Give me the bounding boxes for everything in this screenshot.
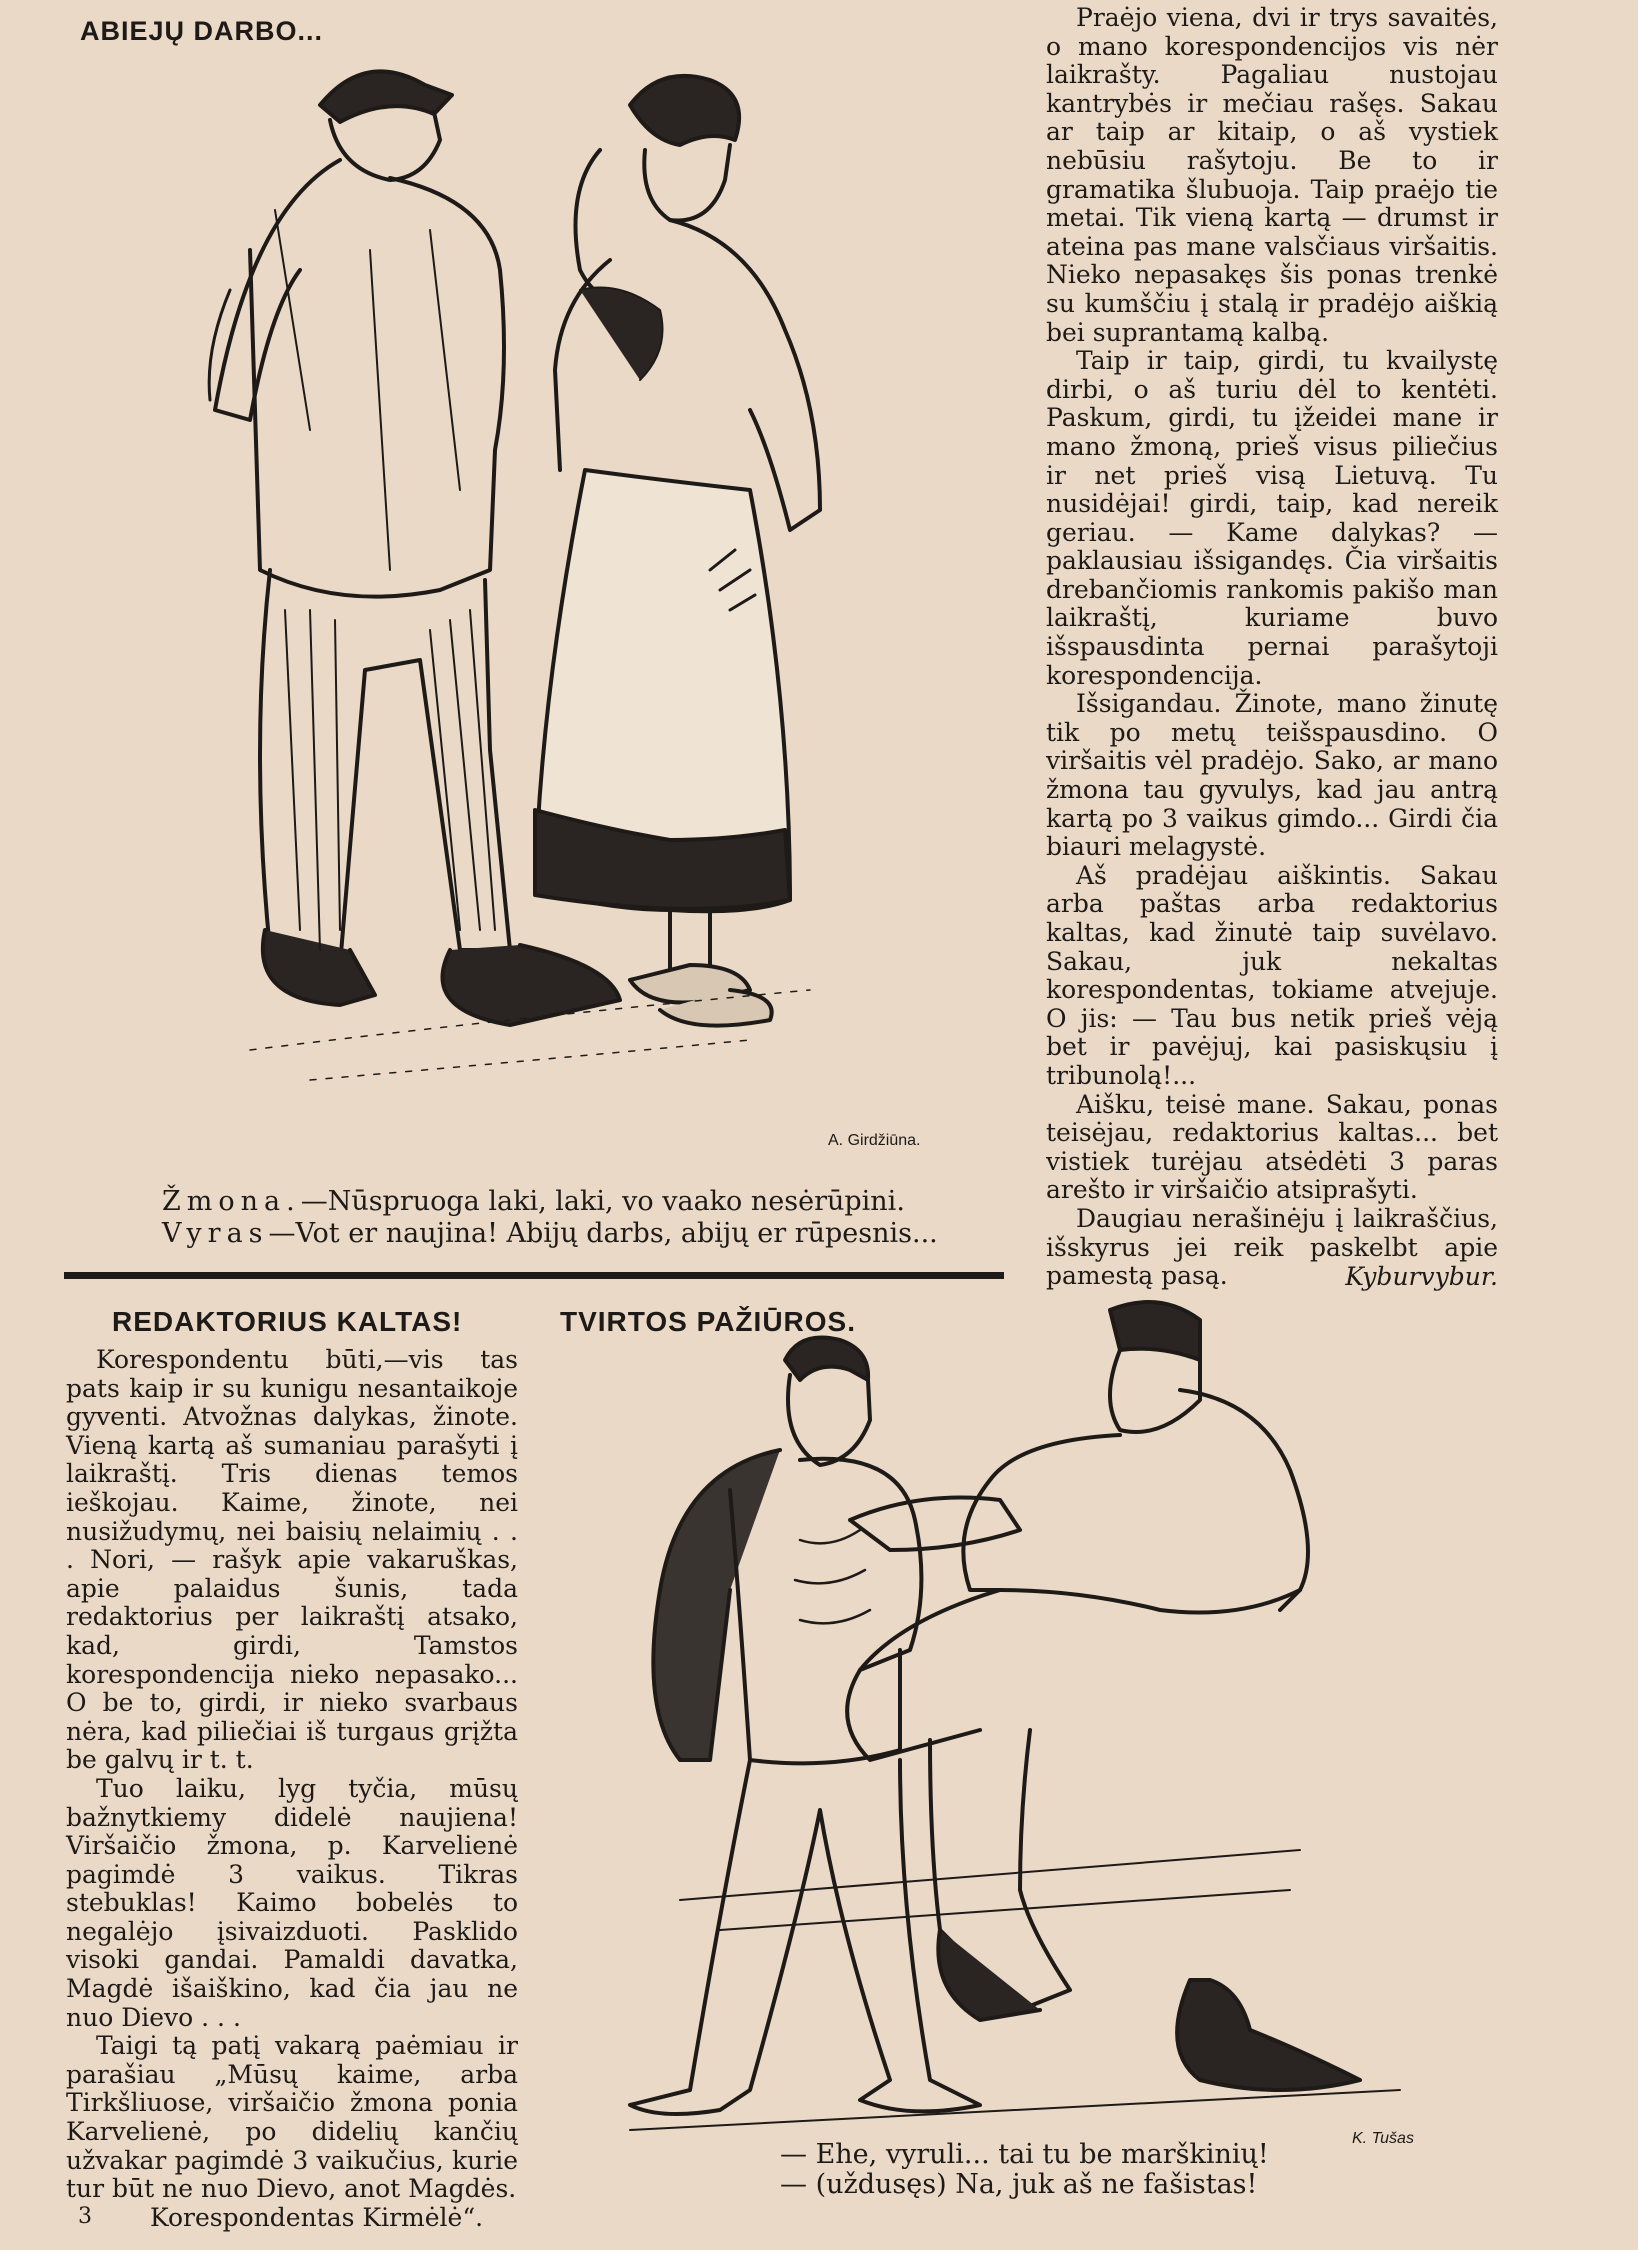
bottom-cartoon-title: TVIRTOS PAŽIŪROS. — [560, 1306, 856, 1337]
paragraph: Korespondentu būti,—vis tas pats kaip ir su kunigu nesantaikoje gyventi. Atvožnas dalykas, žinote. Vieną kartą aš sumaniau parašyti į laikraštį. Tris dienas temos ieškojau. Kaime, žinote, nei nusižudymų, nei baisių nelaimių . . . Nori, — rašyk apie vakaruškas, apie palaidus šunis, tada redaktorius per laikraštį atsako, kad, girdi, Tamstos korespondencija nieko nepasako... O be to, girdi, ir nieko svarbaus nėra, kad piliečiai iš turgaus grįžta be galvų ir t. t. — [66, 1345, 518, 1775]
caption-line-2: — (uždusęs) Na, juk aš ne fašistas! — [780, 2169, 1258, 2200]
signature: Kyburvybur. — [1345, 1261, 1498, 1291]
paragraph: Taip ir taip, girdi, tu kvailystę dirbi, o aš turiu dėl to kentėti. Paskum, girdi, tu įžeidei mane ir mano žmoną, prieš visus piliečius ir net prieš visą Lietuvą. Tu nusidėjai! girdi, taip, kad nereik geriau. — Kame dalykas? — paklausiau išsigandęs. Čia viršaitis drebančiomis rankomis pakišo man laikraštį, kuriame buvo išspausdinta pernai parašytoji korespondencija. — [1046, 346, 1498, 690]
paragraph: Aš pradėjau aiškintis. Sakau arba paštas arba redaktorius kaltas, kad žinutė taip suvėlavo. Sakau, juk nekaltas korespondentas, tokiame atvejuje. O jis: — Tau bus netik prieš vėją bet ir pavėjuj, kai pasiskųsiu į tribunolą!... — [1046, 860, 1498, 1090]
bottom-cartoon-illustration — [600, 1290, 1600, 2150]
paragraph: Taigi tą patį vakarą paėmiau ir parašiau „Mūsų kaime, arba Tirkšliuose, viršaičio žmona ponia Karvelienė, po didelių kančių užvakar pagimdė 3 vaikučius, kurie tur būt ne nuo Dievo, anot Magdės. — [66, 2031, 518, 2204]
top-cartoon-caption — [162, 1186, 962, 1250]
page-number: 3 — [78, 2204, 92, 2229]
standing-man-figure — [630, 1338, 980, 2115]
caption-line-wife: Žmona.—Nūspruoga laki, laki, vo vaako nesėrūpini. — [162, 1186, 905, 1217]
paragraph: Aišku, teisė mane. Sakau, ponas teisėjau, redaktorius kaltas... bet vistiek turėjau atsėdėti 3 paras arešto ir viršaičio atsiprašyti. — [1046, 1089, 1498, 1205]
caption-line-1: — Ehe, vyruli... tai tu be marškinių! — [780, 2139, 1269, 2170]
paragraph: Išsigandau. Žinote, mano žinutę tik po metų teišspausdino. O viršaitis vėl pradėjo. Sako, ar mano žmona tau gyvulys, kad jau antrą kartą po 3 vaikus gimdo... Girdi čia biauri melagystė. — [1046, 689, 1498, 862]
left-article-body — [66, 1346, 518, 2232]
top-cartoon-title: ABIEJŲ DARBO... — [80, 16, 324, 46]
paragraph: Daugiau nerašinėju į laikraščius, išskyrus jei reik paskelbt apie pamestą pasą. — [1046, 1203, 1498, 1291]
signature: Korespondentas Kirmėlė“. — [150, 2202, 484, 2232]
paragraph: Praėjo viena, dvi ir trys savaitės, o mano korespondencijos vis nėr laikrašty. Pagaliau nustojau kantrybės ir mečiau rašęs. Sakau ar taip ar kitaip, o aš vystiek nebūsiu rašytoju. Be to ir gramatika šlubuoja. Taip praėjo tie metai. Tik vieną kartą — drumst ir ateina pas mane valsčiaus viršaitis. Nieko nepasakęs šis ponas trenkė su kumščiu į stalą ir pradėjo aiškią bei suprantamą kalbą. — [1046, 3, 1498, 347]
sitting-man-figure — [680, 1302, 1308, 2020]
woman-figure — [535, 76, 820, 1026]
caption-line-husband: Vyras—Vot er naujina! Abijų darbs, abijų er rūpesnis... — [162, 1218, 938, 1249]
right-column-article — [1046, 4, 1498, 1291]
bottom-cartoon-caption — [780, 2140, 1380, 2200]
paragraph: Tuo laiku, lyg tyčia, mūsų bažnytkiemy didelė naujiena! Viršaičio žmona, p. Karvelienė pagimdė 3 vaikus. Tikras stebuklas! Kaimo bobelės to negalėjo įsivaizduoti. Pasklido visoki gandai. Pamaldi davatka, Magdė išaiškino, kad čia jau ne nuo Dievo . . . — [66, 1773, 518, 2032]
left-article-title: REDAKTORIUS KALTAS! — [112, 1306, 463, 1337]
section-divider — [64, 1272, 1004, 1279]
top-cartoon-illustration — [190, 50, 980, 1160]
bottom-cartoon-artist: K. Tušas — [1352, 2130, 1414, 2147]
top-cartoon-artist: A. Girdžiūna. — [828, 1132, 921, 1149]
